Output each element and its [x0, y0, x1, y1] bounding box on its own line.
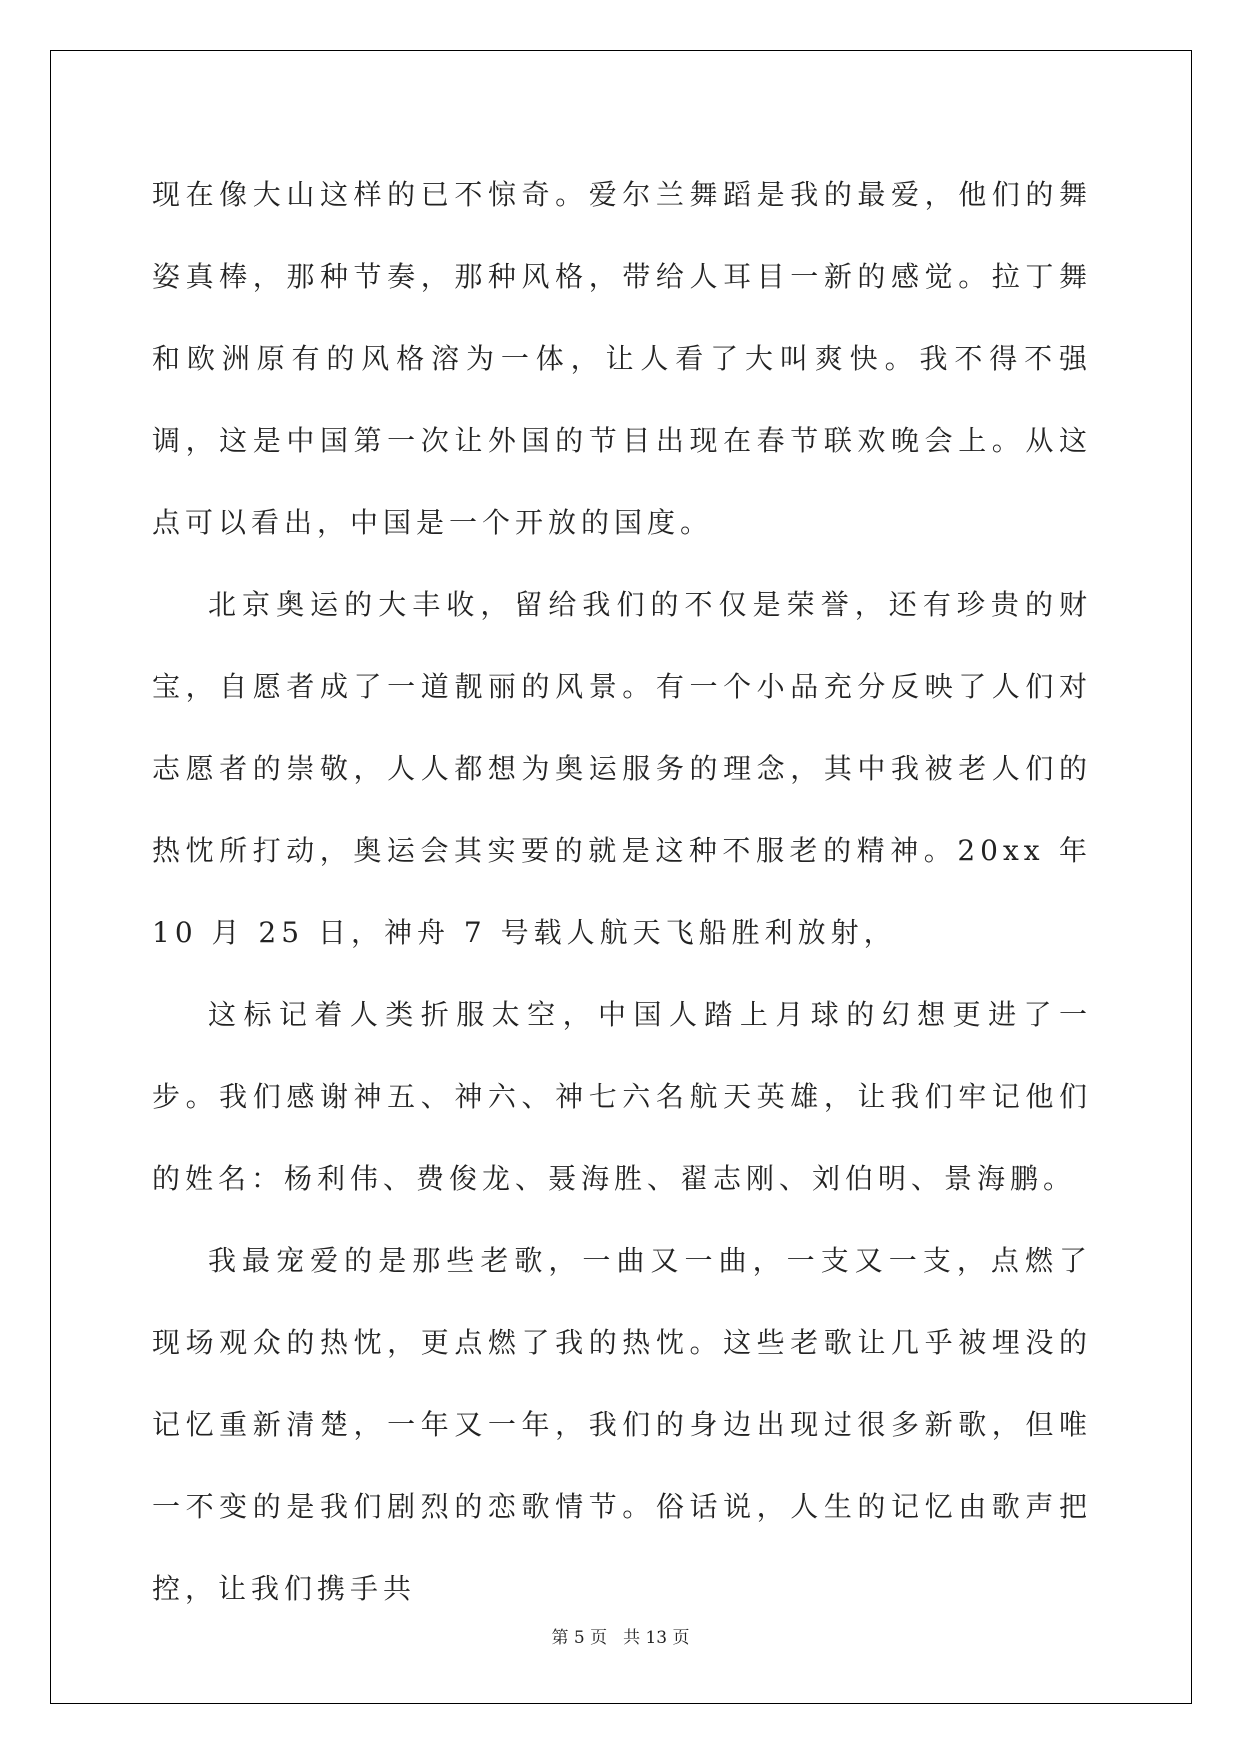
- paragraph-1: 现在像大山这样的已不惊奇。爱尔兰舞蹈是我的最爱，他们的舞姿真棒，那种节奏，那种风格，带给人耳目一新的感觉。拉丁舞和欧洲原有的风格溶为一体，让人看了大叫爽快。我不得不强调，这是中国第一次让外国的节目出现在春节联欢晚会上。从这点可以看出，中国是一个开放的国度。: [152, 178, 1092, 539]
- paragraph-3: 这标记着人类折服太空，中国人踏上月球的幻想更进了一步。我们感谢神五、神六、神七六名航天英雄，让我们牢记他们的姓名：杨利伟、费俊龙、聂海胜、翟志刚、刘伯明、景海鹏。: [152, 998, 1092, 1195]
- paragraph-4: 我最宠爱的是那些老歌，一曲又一曲，一支又一支，点燃了现场观众的热忱，更点燃了我的热忱。这些老歌让几乎被埋没的记忆重新清楚，一年又一年，我们的身边出现过很多新歌，但唯一不变的是我们剧烈的恋歌情节。俗话说，人生的记忆由歌声把控，让我们携手共: [152, 1244, 1092, 1605]
- page-number-total: 共 13 页: [623, 1628, 690, 1648]
- page-footer: [0, 1626, 1241, 1650]
- page-number-current: 第 5 页: [551, 1628, 608, 1648]
- document-body: [152, 154, 1092, 1630]
- paragraph-2: 北京奥运的大丰收，留给我们的不仅是荣誉，还有珍贵的财宝，自愿者成了一道靓丽的风景。有一个小品充分反映了人们对志愿者的崇敬，人人都想为奥运服务的理念，其中我被老人们的热忱所打动，奥运会其实要的就是这种不服老的精神。20xx 年 10 月 25 日，神舟 7 号载人航天飞船胜利放射，: [152, 588, 1092, 949]
